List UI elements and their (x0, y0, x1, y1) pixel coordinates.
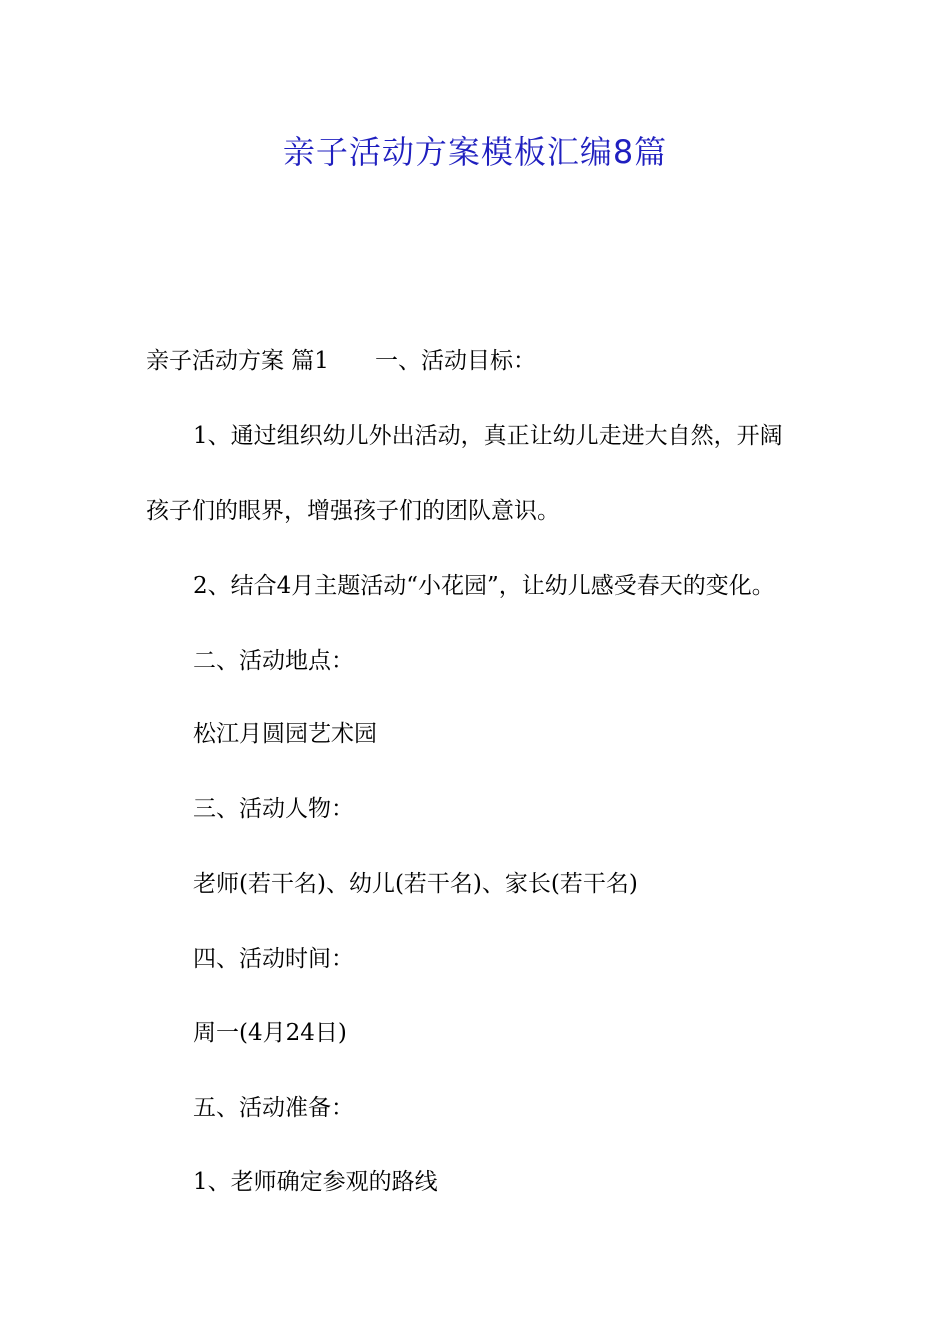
participants-heading: 三、活动人物： (193, 796, 354, 822)
goal-2: 2、结合4月主题活动“小花园”，让幼儿感受春天的变化。 (193, 573, 775, 599)
section-heading-line (146, 345, 536, 377)
time-heading: 四、活动时间： (193, 946, 354, 972)
preparation-heading: 五、活动准备： (193, 1095, 354, 1121)
time-text: 周一(4月24日) (193, 1020, 347, 1046)
location-heading: 二、活动地点： (193, 648, 354, 674)
location-text: 松江月圆园艺术园 (193, 721, 377, 747)
goals-heading: 一、活动目标： (374, 348, 536, 374)
goal-1-line-1: 1、通过组织幼儿外出活动，真正让幼儿走进大自然，开阔 (193, 423, 783, 449)
section-heading: 亲子活动方案 篇1 (146, 348, 329, 374)
preparation-item-1: 1、老师确定参观的路线 (193, 1169, 438, 1195)
document-title: 亲子活动方案模板汇编8篇 (282, 133, 668, 171)
goal-1-line-2: 孩子们的眼界，增强孩子们的团队意识。 (146, 498, 560, 524)
participants-text: 老师(若干名)、幼儿(若干名)、家长(若干名) (193, 871, 638, 897)
